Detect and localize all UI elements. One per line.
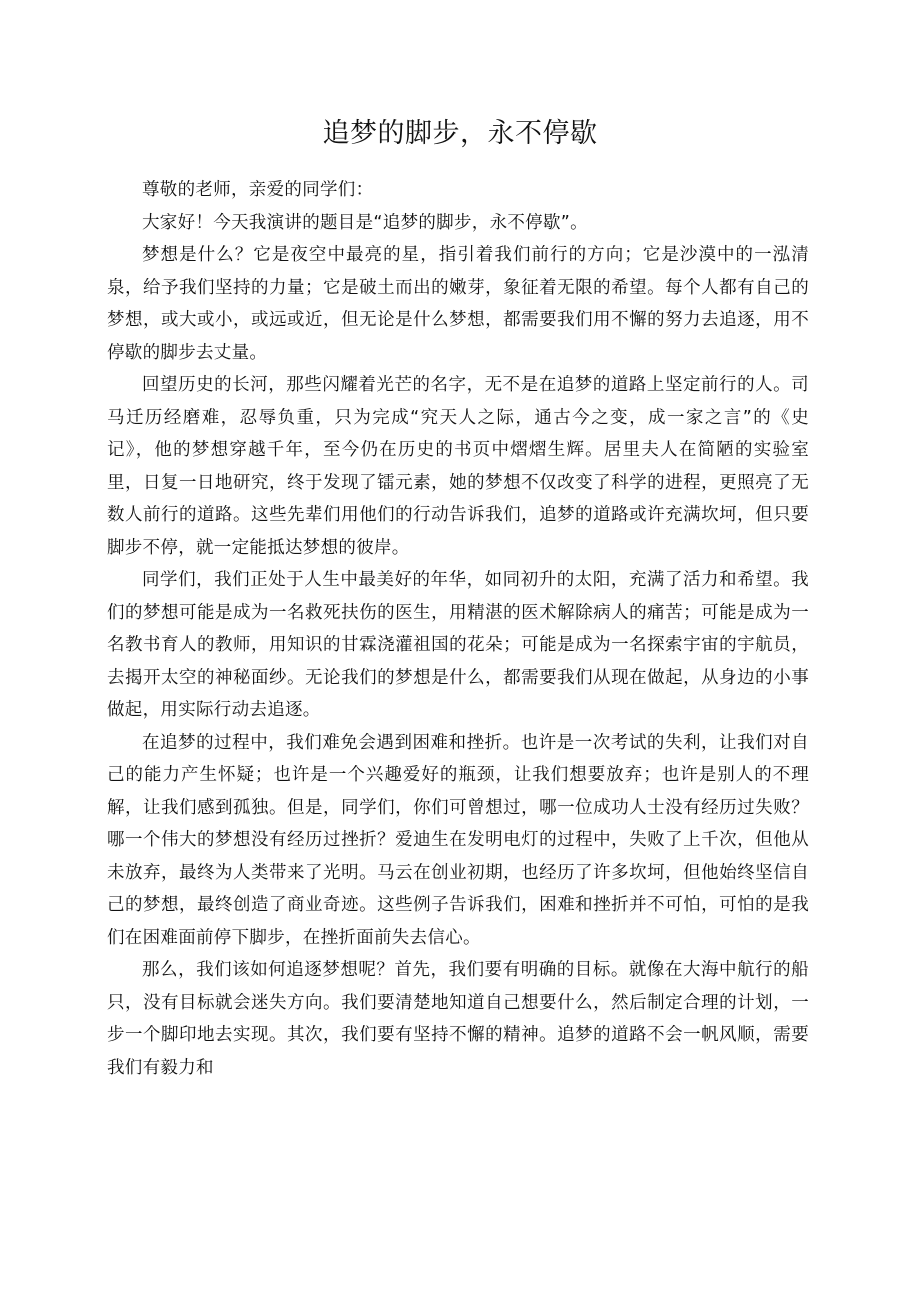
paragraph-our-dreams: 同学们，我们正处于人生中最美好的年华，如同初升的太阳，充满了活力和希望。我们的梦想可能是成为一名救死扶伤的医生，用精湛的医术解除病人的痛苦；可能是成为一名教书育人的教师，用知识的甘霖浇灌祖国的花朵；可能是成为一名探索宇宙的宇航员，去揭开太空的神秘面纱。无论我们的梦想是什么，都需要我们从现在做起，从身边的小事做起，用实际行动去追逐。 bbox=[107, 570, 809, 720]
paragraph-how-to-pursue: 那么，我们该如何追逐梦想呢？首先，我们要有明确的目标。就像在大海中航行的船只，没有目标就会迷失方向。我们要清楚地知道自己想要什么，然后制定合理的计划，一步一个脚印地去实现。其次，我们要有坚持不懈的精神。追梦的道路不会一帆风顺，需要我们有毅力和 bbox=[107, 960, 809, 1078]
paragraph-greeting: 尊敬的老师，亲爱的同学们： bbox=[142, 180, 374, 200]
paragraph-difficulties: 在追梦的过程中，我们难免会遇到困难和挫折。也许是一次考试的失利，让我们对自己的能力产生怀疑；也许是一个兴趣爱好的瓶颈，让我们想要放弃；也许是别人的不理解，让我们感到孤独。但是，同学们，你们可曾想过，哪一位成功人士没有经历过失败？哪一个伟大的梦想没有经历过挫折？爱迪生在发明电灯的过程中，失败了上千次，但他从未放弃，最终为人类带来了光明。马云在创业初期，也经历了许多坎坷，但他始终坚信自己的梦想，最终创造了商业奇迹。这些例子告诉我们，困难和挫折并不可怕，可怕的是我们在困难面前停下脚步，在挫折面前失去信心。 bbox=[107, 732, 809, 948]
paragraph-what-is-dream: 梦想是什么？它是夜空中最亮的星，指引着我们前行的方向；它是沙漠中的一泓清泉，给予我们坚持的力量；它是破土而出的嫩芽，象征着无限的希望。每个人都有自己的梦想，或大或小，或远或近，但无论是什么梦想，都需要我们用不懈的努力去追逐，用不停歇的脚步去丈量。 bbox=[107, 245, 809, 363]
paragraph-history: 回望历史的长河，那些闪耀着光芒的名字，无不是在追梦的道路上坚定前行的人。司马迁历经磨难，忍辱负重，只为完成“究天人之际，通古今之变，成一家之言”的《史记》，他的梦想穿越千年，至今仍在历史的书页中熠熠生辉。居里夫人在简陋的实验室里，日复一日地研究，终于发现了镭元素，她的梦想不仅改变了科学的进程，更照亮了无数人前行的道路。这些先辈们用他们的行动告诉我们，追梦的道路或许充满坎坷，但只要脚步不停，就一定能抵达梦想的彼岸。 bbox=[107, 375, 809, 558]
document-title: 追梦的脚步，永不停歇 bbox=[322, 118, 598, 149]
paragraph-opening: 大家好！今天我演讲的题目是“追梦的脚步，永不停歇”。 bbox=[142, 212, 588, 233]
document-body bbox=[107, 174, 809, 1084]
